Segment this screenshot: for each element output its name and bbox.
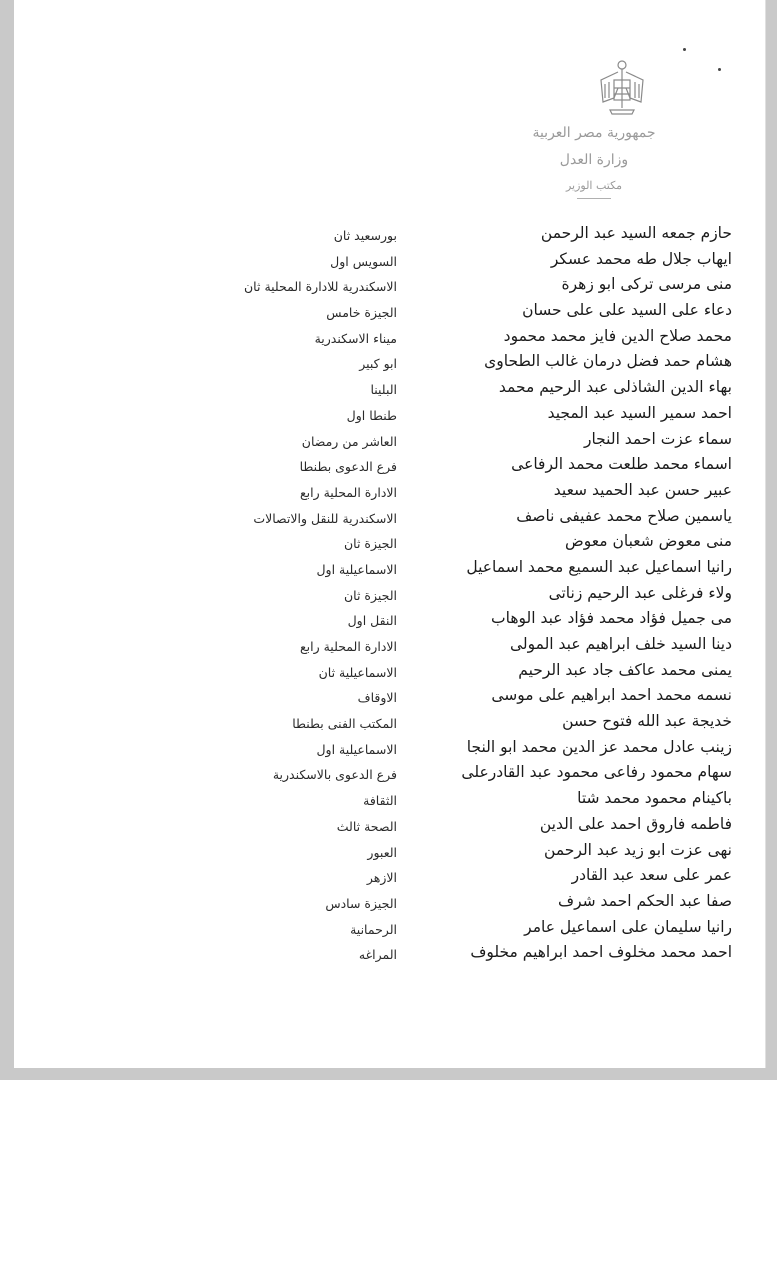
list-item <box>0 247 777 273</box>
office-name: الاسماعيلية ثان <box>318 664 397 680</box>
letterhead-country: جمهورية مصر العربية <box>532 125 656 141</box>
list-item <box>0 632 777 658</box>
office-name: الجيزة سادس <box>325 895 397 911</box>
person-name: عبير حسن عبد الحميد سعيد <box>553 480 732 499</box>
person-name: يمنى محمد عاكف جاد عبد الرحيم <box>518 660 732 679</box>
office-name: طنطا اول <box>346 407 397 423</box>
person-name: سماء عزت احمد النجار <box>583 429 732 448</box>
entries-list <box>0 221 777 966</box>
person-name: باكينام محمود محمد شتا <box>577 789 732 808</box>
list-item <box>0 658 777 684</box>
list-item <box>0 915 777 941</box>
letterhead <box>494 120 694 199</box>
office-name: الثقافة <box>363 793 397 809</box>
office-name: الصحة ثالث <box>336 818 397 834</box>
person-name: زينب عادل محمد عز الدين محمد ابو النجا <box>466 737 732 756</box>
list-item <box>0 221 777 247</box>
list-item <box>0 298 777 324</box>
office-name: العبور <box>367 844 397 860</box>
office-name: الاسكندرية للنقل والاتصالات <box>253 510 397 526</box>
office-name: الادارة المحلية رابع <box>299 484 397 500</box>
office-name: فرع الدعوى بالاسكندرية <box>272 767 397 783</box>
office-name: المراغه <box>358 947 397 963</box>
list-item <box>0 709 777 735</box>
person-name: مى جميل فؤاد محمد فؤاد عبد الوهاب <box>491 609 732 628</box>
list-item <box>0 735 777 761</box>
list-item <box>0 272 777 298</box>
list-item <box>0 555 777 581</box>
list-item <box>0 401 777 427</box>
list-item <box>0 349 777 375</box>
list-item <box>0 324 777 350</box>
person-name: نسمه محمد احمد ابراهيم على موسى <box>491 686 732 705</box>
list-item <box>0 452 777 478</box>
letterhead-ministry: وزارة العدل <box>559 152 629 168</box>
list-item <box>0 863 777 889</box>
person-name: رانيا سليمان على اسماعيل عامر <box>524 917 732 936</box>
person-name: خديجة عبد الله فتوح حسن <box>562 712 732 731</box>
office-name: الجيزة ثان <box>343 536 397 552</box>
person-name: رانيا اسماعيل عبد السميع محمد اسماعيل <box>466 557 732 576</box>
person-name: عمر على سعد عبد القادر <box>571 866 732 885</box>
office-name: ابو كبير <box>359 356 397 372</box>
letterhead-divider <box>577 198 611 199</box>
list-item <box>0 838 777 864</box>
person-name: سهام محمود رفاعى محمود عبد القادرعلى <box>461 763 732 782</box>
person-name: نهى عزت ابو زيد عبد الرحمن <box>544 840 732 859</box>
office-name: الجيزة ثان <box>343 587 397 603</box>
person-name: فاطمه فاروق احمد على الدين <box>539 814 732 833</box>
person-name: احمد سمير السيد عبد المجيد <box>547 403 732 422</box>
office-name: الاسماعيلية اول <box>316 561 397 577</box>
office-name: العاشر من رمضان <box>301 433 397 449</box>
list-item <box>0 375 777 401</box>
office-name: فرع الدعوى بطنطا <box>299 459 397 475</box>
eagle-emblem-icon <box>598 58 646 116</box>
person-name: بهاء الدين الشاذلى عبد الرحيم محمد <box>498 378 732 397</box>
list-item <box>0 889 777 915</box>
list-item <box>0 606 777 632</box>
scan-speck <box>718 68 721 71</box>
office-name: الاوقاف <box>357 690 397 706</box>
office-name: البلينا <box>370 382 397 398</box>
office-name: الجيزة خامس <box>326 305 397 321</box>
person-name: حازم جمعه السيد عبد الرحمن <box>540 224 732 242</box>
list-item <box>0 786 777 812</box>
office-name: الازهر <box>366 870 397 886</box>
person-name: دعاء على السيد على على حسان <box>522 301 732 320</box>
list-item <box>0 760 777 786</box>
person-name: ولاء فرغلى عبد الرحيم زناتى <box>548 583 732 602</box>
person-name: هشام حمد فضل درمان غالب الطحاوى <box>484 352 732 371</box>
person-name: احمد محمد مخلوف احمد ابراهيم مخلوف <box>470 943 732 962</box>
office-name: ميناء الاسكندرية <box>314 330 397 346</box>
person-name: منى معوض شعبان معوض <box>565 532 732 551</box>
list-item <box>0 427 777 453</box>
person-name: ياسمين صلاح محمد عفيفى ناصف <box>516 506 732 525</box>
person-name: منى مرسى تركى ابو زهرة <box>561 275 732 294</box>
office-name: النقل اول <box>347 613 397 629</box>
office-name: الادارة المحلية رابع <box>299 639 397 654</box>
list-item <box>0 940 777 966</box>
person-name: محمد صلاح الدين فايز محمد محمود <box>503 326 732 345</box>
person-name: اسماء محمد طلعت محمد الرفاعى <box>511 455 732 474</box>
letterhead-office: مكتب الوزير <box>565 179 623 192</box>
office-name: الرحمانية <box>350 921 397 937</box>
list-item <box>0 478 777 504</box>
scan-speck <box>683 48 686 51</box>
list-item <box>0 683 777 709</box>
person-name: دينا السيد خلف ابراهيم عبد المولى <box>509 635 732 653</box>
list-item <box>0 529 777 555</box>
office-name: الاسماعيلية اول <box>316 741 397 757</box>
office-name: بورسعيد ثان <box>333 228 397 243</box>
list-item <box>0 812 777 838</box>
person-name: صفا عبد الحكم احمد شرف <box>558 891 732 910</box>
office-name: السويس اول <box>330 253 397 269</box>
person-name: ايهاب جلال طه محمد عسكر <box>550 249 732 268</box>
office-name: المكتب الفنى بطنطا <box>292 716 397 732</box>
office-name: الاسكندرية للادارة المحلية ثان <box>244 279 397 295</box>
list-item <box>0 581 777 607</box>
list-item <box>0 504 777 530</box>
